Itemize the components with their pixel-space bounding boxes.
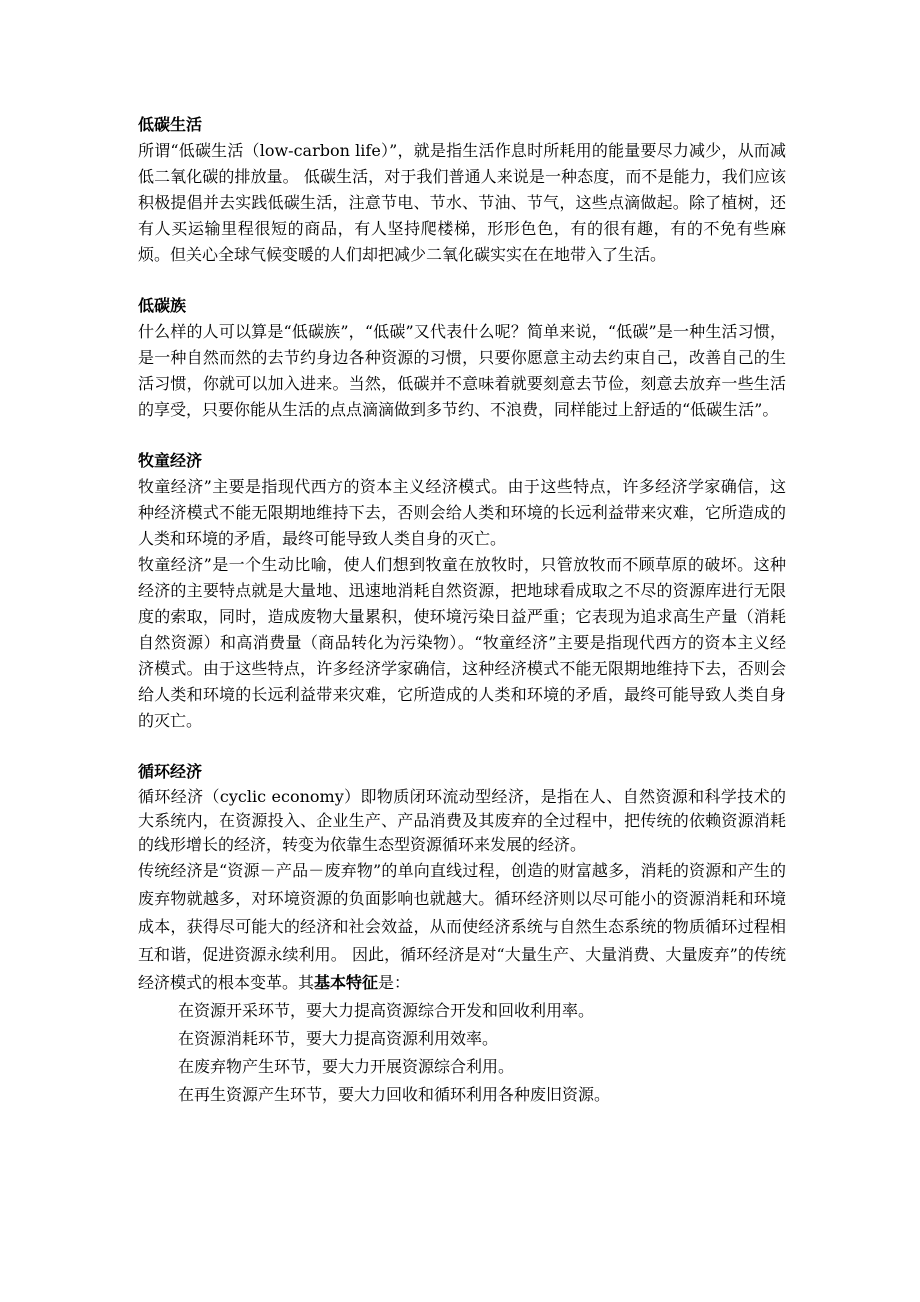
section-heading: 低碳生活 <box>138 115 203 134</box>
paragraph: 牧童经济”是一个生动比喻，使人们想到牧童在放牧时，只管放牧而不顾草原的破坏。这种经济的主要特点就是大量地、迅速地消耗自然资源，把地球看成取之不尽的资源库进行无限度的索取，同时，造成废物大量累积，使环境污染日益严重；它表现为追求高生产量（消耗自然资源）和高消费量（商品转化为污染物）。“牧童经济”主要是指现代西方的资本主义经济模式。由于这些特点，许多经济学家确信，这种经济模式不能无限期地维持下去，否则会给人类和环境的长远利益带来灾难，它所造成的人类和环境的矛盾，最终可能导致人类自身的灭亡。 <box>138 555 786 730</box>
list-item: 在资源消耗环节，要大力提高资源利用效率。 <box>178 1029 499 1048</box>
list-item: 在资源开采环节，要大力提高资源综合开发和回收利用率。 <box>178 1001 595 1020</box>
feature-list <box>138 997 786 1109</box>
section-circular-economy <box>138 759 786 1109</box>
section-heading: 循环经济 <box>138 762 203 781</box>
section-low-carbon-life <box>138 112 786 268</box>
section-heading: 低碳族 <box>138 296 187 315</box>
paragraph: 牧童经济”主要是指现代西方的资本主义经济模式。由于这些特点，许多经济学家确信，这种经济模式不能无限期地维持下去，否则会给人类和环境的长远利益带来灾难，它所造成的人类和环境的矛盾，最终可能导致人类自身的灭亡。 <box>138 477 786 548</box>
paragraph: 什么样的人可以算是“低碳族”，“低碳”又代表什么呢？简单来说，“低碳”是一种生活习惯，是一种自然而然的去节约身边各种资源的习惯，只要你愿意主动去约束自己，改善自己的生活习惯，你就可以加入进来。当然，低碳并不意味着就要刻意去节俭，刻意去放弃一些生活的享受，只要你能从生活的点点滴滴做到多节约、不浪费，同样能过上舒适的“低碳生活”。 <box>138 322 786 419</box>
paragraph: 循环经济（cyclic economy）即物质闭环流动型经济，是指在人、自然资源和科学技术的大系统内，在资源投入、企业生产、产品消费及其废弃的全过程中，把传统的依赖资源消耗的线形增长的经济，转变为依靠生态型资源循环来发展的经济。 <box>138 787 786 854</box>
list-item: 在再生资源产生环节，要大力回收和循环利用各种废旧资源。 <box>178 1085 611 1104</box>
paragraph-text: 传统经济是“资源－产品－废弃物”的单向直线过程，创造的财富越多，消耗的资源和产生的废弃物就越多，对环境资源的负面影响也就越大。循环经济则以尽可能小的资源消耗和环境成本，获得尽可能大的经济和社会效益，从而使经济系统与自然生态系统的物质循环过程相互和谐，促进资源永续利用。 因此，循环经济是对“大量生产、大量消费、大量废弃”的传统经济模式的根本变革。其 <box>138 861 786 992</box>
document-page <box>138 112 786 1134</box>
list-item: 在废弃物产生环节，要大力开展资源综合利用。 <box>178 1057 515 1076</box>
section-low-carbon-people <box>138 293 786 423</box>
section-heading: 牧童经济 <box>138 451 203 470</box>
paragraph <box>138 857 786 997</box>
section-cowboy-economy <box>138 448 786 734</box>
paragraph-tail: 是： <box>378 973 411 992</box>
emphasis-text: 基本特征 <box>314 973 379 992</box>
paragraph: 所谓“低碳生活（low-carbon life）”，就是指生活作息时所耗用的能量要尽力减少，从而减低二氧化碳的排放量。 低碳生活，对于我们普通人来说是一种态度，而不是能力，我们应该积极提倡并去实践低碳生活，注意节电、节水、节油、节气，这些点滴做起。除了植树，还有人买运输里程很短的商品，有人坚持爬楼梯，形形色色，有的很有趣，有的不免有些麻烦。但关心全球气候变暖的人们却把减少二氧化碳实实在在地带入了生活。 <box>138 141 786 264</box>
